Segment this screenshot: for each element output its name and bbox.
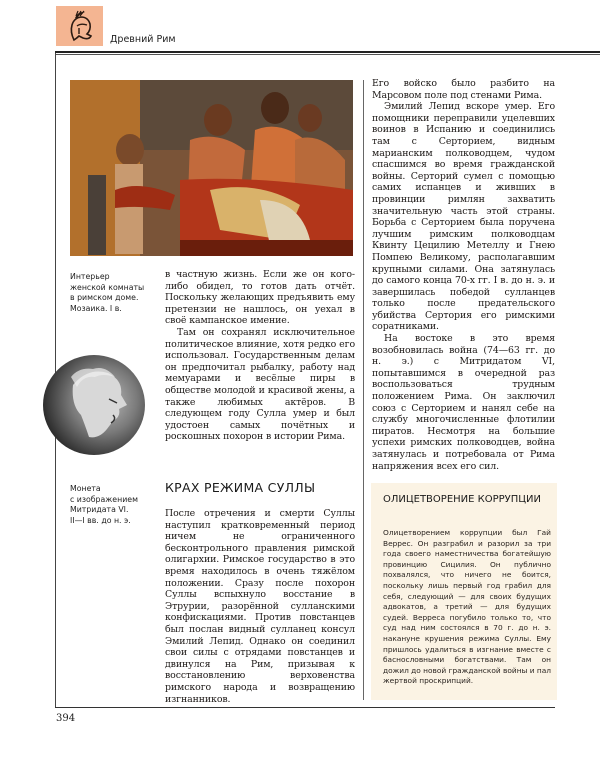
right-column-text	[372, 78, 555, 472]
sidebar-text: Олицетворением коррупции был Гай Веррес. Он разграбил и разорил за три года своего наместничества богатейшую провинцию Сицилия. Он публично похвалялся, что ничего не боится, поскольку лишь первый год грабил для себя, следующий — для своих будущих адвокатов, а третий — для будущих судей. Верреса погубило только то, что суд над ним состоялся в 70 г. до н. э. накануне крушения режима Суллы. Ему пришлось удалиться в изгнание вместе с баснословными богатствами. Там он дожил до новой гражданской войны и пал жертвой проскрипций.	[383, 528, 551, 686]
section-heading: КРАХ РЕЖИМА СУЛЛЫ	[165, 480, 316, 495]
top-rule-thin	[55, 54, 600, 55]
column-divider	[363, 80, 364, 700]
section-logo	[56, 6, 103, 46]
coin-image	[43, 355, 145, 455]
section-text	[165, 508, 355, 705]
mosaic-image	[70, 80, 353, 256]
bottom-rule	[55, 707, 555, 708]
page-number: 394	[56, 713, 76, 724]
sidebar-box	[371, 483, 557, 700]
paragraph: Эмилий Лепид вскоре умер. Его помощники переправили уцелевших воинов в Испанию и соединились там с Серторием, видным марианским полководцем, чудом спасшимся во время гражданской войны. Серторий сумел с помощью самих испанцев и живших в провинции римлян захватить значительную часть этой страны. Борьба с Серторием была поручена лучшим римским полководцам Квинту Цецилию Метеллу и Гнею Помпею Великому, располагавшим крупными силами. Она затянулась до самого конца 70-х гг. I в. до н. э. и завершилась победой сулланцев только после предательского убийства Сертория его римскими соратниками.	[372, 101, 555, 333]
paragraph: Там он сохранял исключительное политическое влияние, хотя редко его использовал. Государственным делам он предпочитал рыбалку, работу над мемуарами и весёлые пиры в обществе молодой и красивой жены, а также любимых актёров. В следующем году Сулла умер и был удостоен самых почётных и роскошных похорон в истории Рима.	[165, 326, 355, 443]
paragraph: На востоке в это время возобновилась война (74—63 гг. до н. э.) с Митридатом VI, попытавшимся в очередной раз воспользоваться трудным положением Рима. Он заключил союз с Серторием и нанял себе на службу многочисленные флотилии пиратов. Несмотря на большие успехи римских полководцев, война затянулась и потребовала от Рима напряжения всех его сил.	[372, 333, 555, 472]
mosaic-caption: Интерьер женской комнаты в римском доме. Мозаика. I в.	[70, 272, 145, 313]
top-rule	[55, 51, 600, 53]
coin-caption: Монета с изображением Митридата VI. II—I вв. до н. э.	[70, 484, 138, 525]
section-title: Древний Рим	[110, 34, 176, 45]
paragraph: После отречения и смерти Суллы наступил кратковременный период ничем не ограниченного бесконтрольного правления римской олигархии. Римское государство в это время находилось в очень тяжёлом положении. Сразу после похорон Суллы вспыхнуло восстание в Этрурии, разорённой сулланскими конфискациями. Против повстанцев был послан видный сулланец консул Эмилий Лепид. Однако он соединил свои силы с отрядами повстанцев и двинулся на Рим, призывая к восстановлению верховенства римского народа и возвращению изгнанников.	[165, 508, 355, 705]
paragraph: Его войско было разбито на Марсовом поле под стенами Рима.	[372, 78, 555, 101]
roman-helmet-icon	[65, 10, 95, 42]
middle-column-text	[165, 269, 355, 443]
paragraph: в частную жизнь. Если же он кого-либо обидел, то готов дать отчёт. Поскольку желающих предъявить ему претензии не нашлось, он уехал в своё кампанское имение.	[165, 269, 355, 327]
sidebar-title: ОЛИЦЕТВОРЕНИЕ КОРРУПЦИИ	[383, 494, 542, 505]
